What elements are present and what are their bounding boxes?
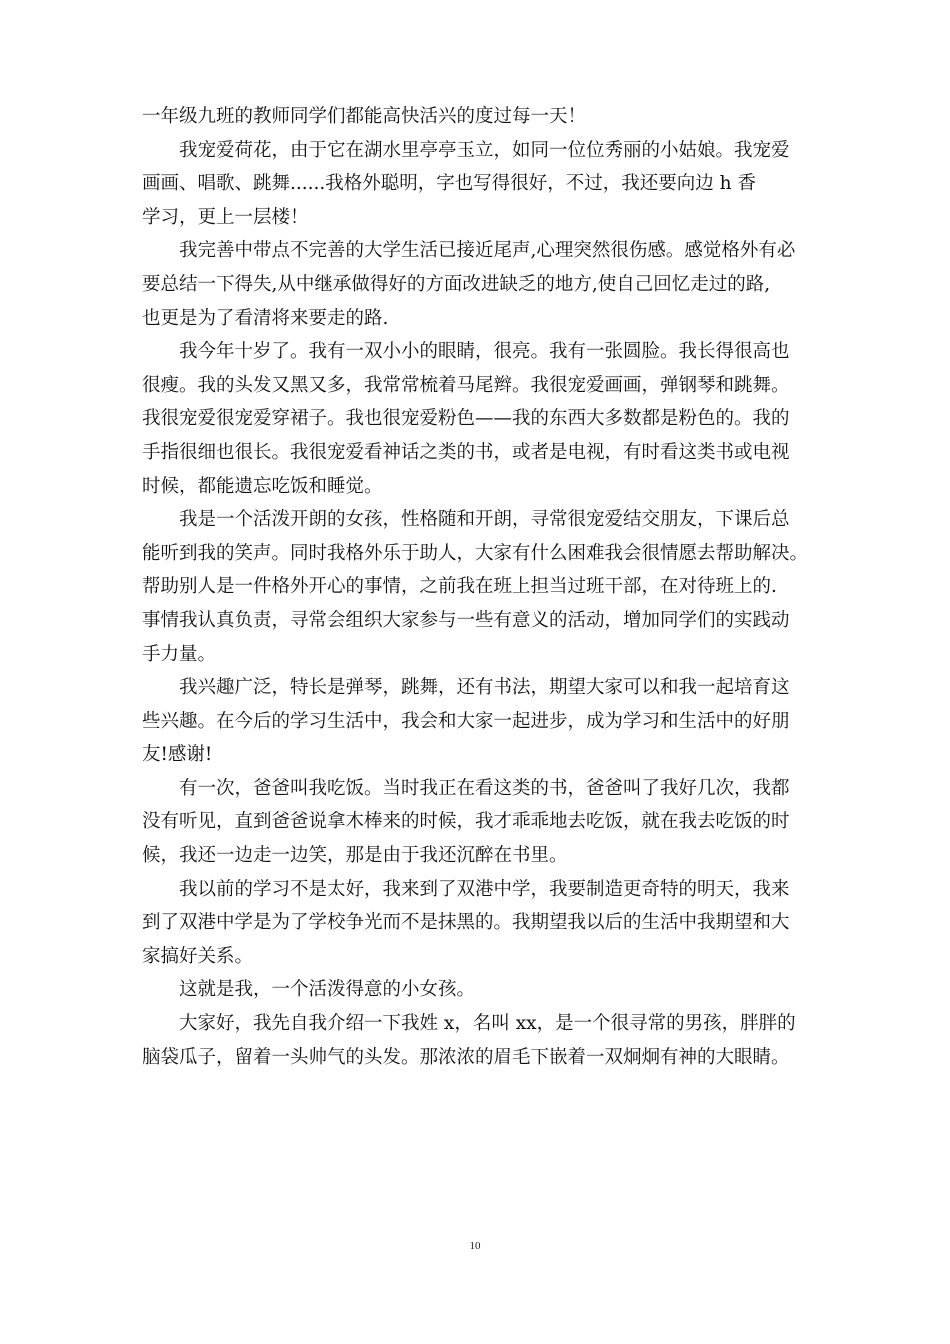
paragraph: 我以前的学习不是太好，我来到了双港中学，我要制造更奇特的明天，我来 到了双港中学是为了学校争光而不是抹黑的。我期望我以后的生活中我期望和大 家搞好关系。 bbox=[142, 878, 790, 967]
body-text bbox=[142, 100, 822, 1074]
paragraph: 我兴趣广泛，特长是弹琴，跳舞，还有书法，期望大家可以和我一起培育这 些兴趣。在今后的学习生活中，我会和大家一起进步，成为学习和生活中的好朋 友!感谢! bbox=[142, 677, 790, 766]
paragraph: 大家好，我先自我介绍一下我姓 x，名叫 xx，是一个很寻常的男孩，胖胖的 脑袋瓜子，留着一头帅气的头发。那浓浓的眉毛下嵌着一双炯炯有神的大眼睛。 bbox=[142, 1013, 796, 1068]
paragraph: 我今年十岁了。我有一双小小的眼睛，很亮。我有一张圆脸。我长得很高也 很瘦。我的头发又黑又多，我常常梳着马尾辫。我很宠爱画画，弹钢琴和跳舞。 我很宠爱很宠爱穿裙子。我也很宠爱粉色——我的东西大多数都是粉色的。我的 手指很细也很长。我很宠爱看神话之类的书，或者是电视，有时看这类书或电视 时候，都能遗忘吃饭和睡觉。 bbox=[142, 341, 790, 497]
paragraph: 我宠爱荷花，由于它在湖水里亭亭玉立，如同一位位秀丽的小姑娘。我宠爱 画画、唱歌、跳舞......我格外聪明，字也写得很好，不过，我还要向边 h 香 学习，更上一层楼！ bbox=[142, 139, 790, 228]
paragraph: 我是一个活泼开朗的女孩，性格随和开朗，寻常很宠爱结交朋友，下课后总 能听到我的笑声。同时我格外乐于助人，大家有什么困难我会很情愿去帮助解决。 帮助别人是一件格外开心的事情，之前我在班上担当过班干部，在对待班上的. 事情我认真负责，寻常会组织大家参与一些有意义的活动，增加同学们的实践动 手力量。 bbox=[142, 509, 809, 665]
paragraph: 我完善中带点不完善的大学生活已接近尾声,心理突然很伤感。感觉格外有必 要总结一下得失,从中继承做得好的方面改进缺乏的地方,使自己回忆走过的路, 也更是为了看清将来要走的路. bbox=[142, 240, 796, 329]
paragraph: 有一次，爸爸叫我吃饭。当时我正在看这类的书，爸爸叫了我好几次，我都 没有听见，直到爸爸说拿木棒来的时候，我才乖乖地去吃饭，就在我去吃饭的时 候，我还一边走一边笑，那是由于我还沉醉在书里。 bbox=[142, 777, 790, 867]
page-number: 10 bbox=[469, 1240, 481, 1252]
paragraph: 一年级九班的教师同学们都能高快活兴的度过每一天！ bbox=[142, 106, 587, 127]
paragraph: 这就是我，一个活泼得意的小女孩。 bbox=[179, 979, 476, 1001]
